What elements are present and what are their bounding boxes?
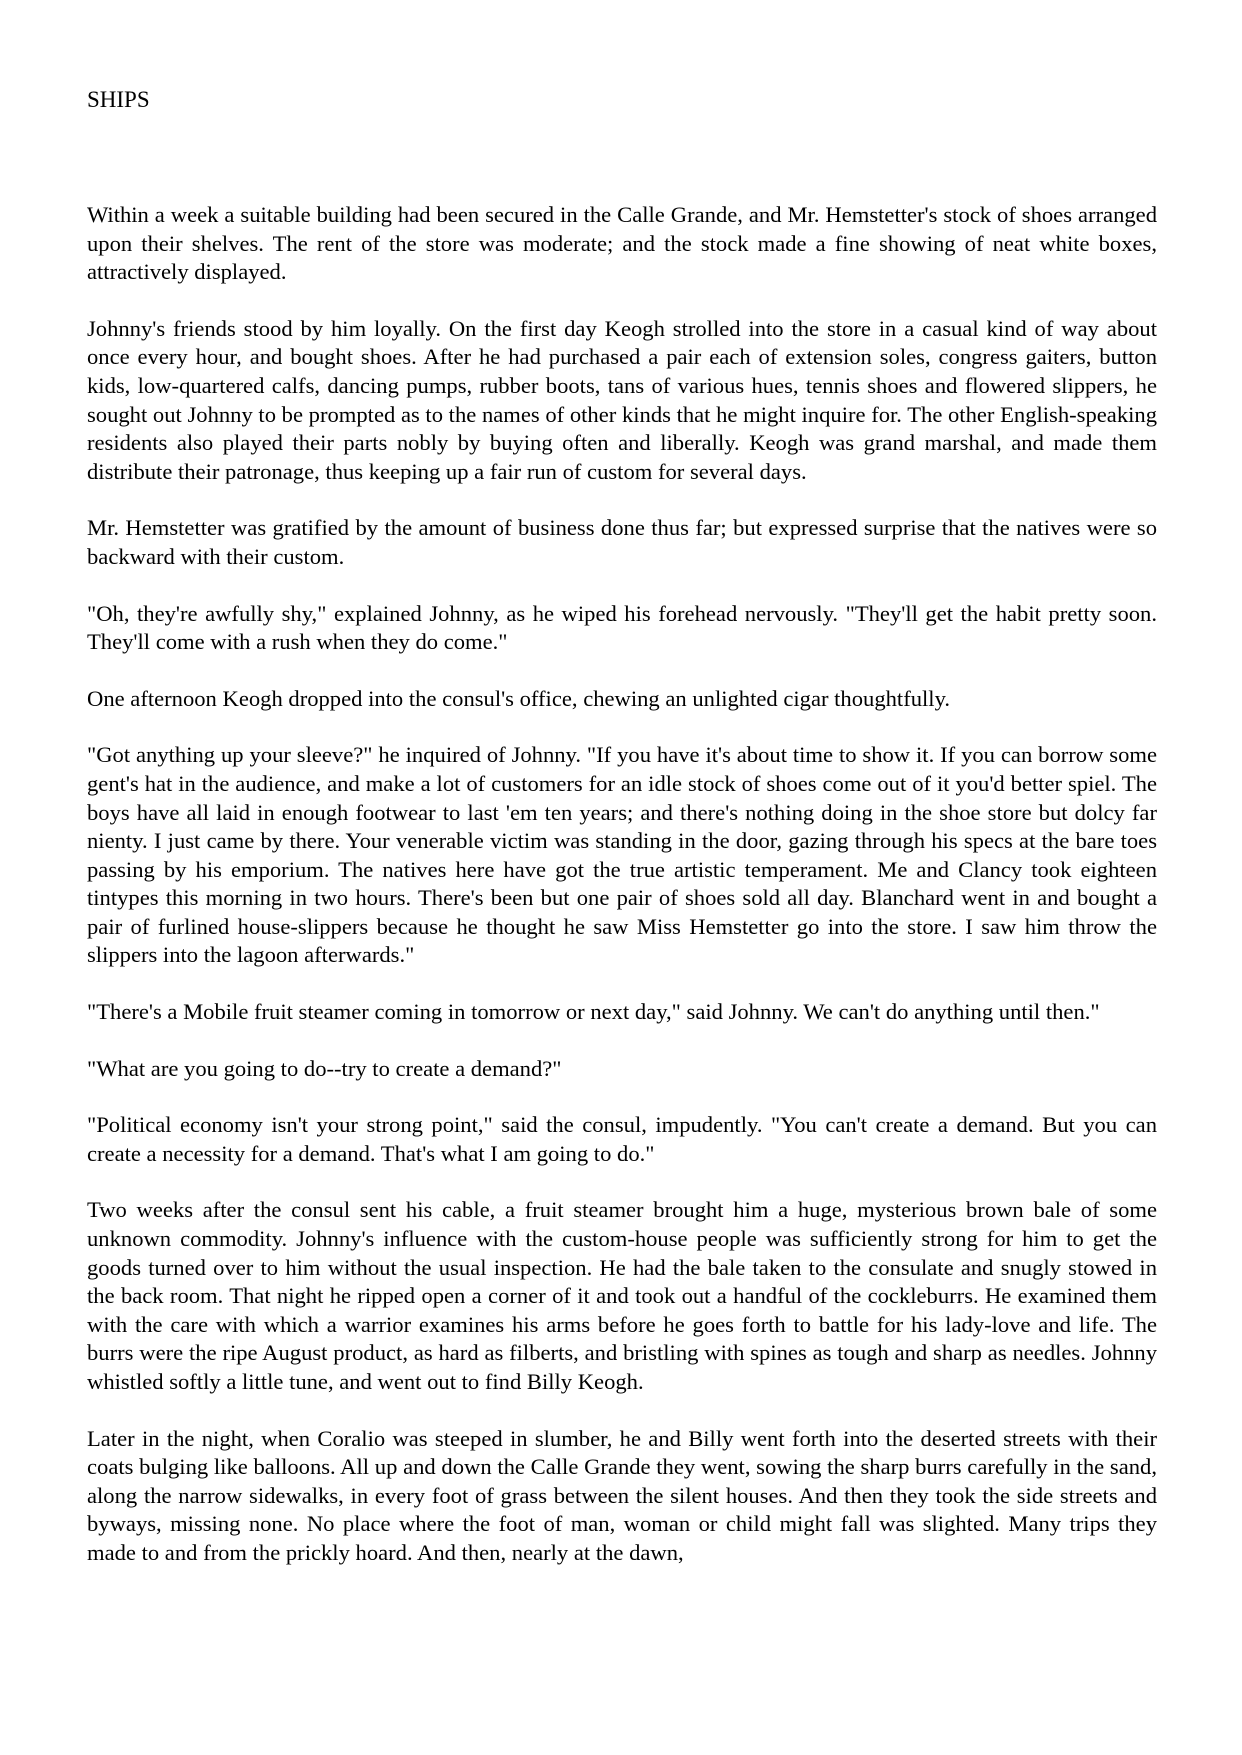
paragraph: One afternoon Keogh dropped into the consul's office, chewing an unlighted cigar thoughtfully. (87, 685, 951, 711)
paragraph: "There's a Mobile fruit steamer coming in tomorrow or next day," said Johnny. We can't do anything until then." (87, 999, 1100, 1025)
paragraph: Two weeks after the consul sent his cable, a fruit steamer brought him a huge, mysterious brown bale of some unknown commodity. Johnny's influence with the custom-house people was sufficiently strong for him to get the goods turned over to him without the usual inspection. He had the bale taken to the consulate and snugly stowed in the back room. That night he ripped open a corner of it and took out a handful of the cockleburrs. He examined them with the care with which a warrior examines his arms before he goes forth to battle for his lady-love and life. The burrs were the ripe August product, as hard as filberts, and bristling with spines as tough and sharp as needles. Johnny whistled softly a little tune, and went out to find Billy Keogh. (87, 1197, 1157, 1394)
paragraph: "Political economy isn't your strong point," said the consul, impudently. "You can't create a demand. But you can create a necessity for a demand. That's what I am going to do." (87, 1112, 1157, 1166)
paragraph: Within a week a suitable building had been secured in the Calle Grande, and Mr. Hemstetter's stock of shoes arranged upon their shelves. The rent of the store was moderate; and the stock made a fine showing of neat white boxes, attractively displayed. (87, 202, 1157, 285)
paragraph: Johnny's friends stood by him loyally. On the first day Keogh strolled into the store in a casual kind of way about once every hour, and bought shoes. After he had purchased a pair each of extension soles, congress gaiters, button kids, low-quartered calfs, dancing pumps, rubber boots, tans of various hues, tennis shoes and flowered slippers, he sought out Johnny to be prompted as to the names of other kinds that he might inquire for. The other English-speaking residents also played their parts nobly by buying often and liberally. Keogh was grand marshal, and made them distribute their patronage, thus keeping up a fair run of custom for several days. (87, 315, 1157, 484)
paragraph: Mr. Hemstetter was gratified by the amount of business done thus far; but expressed surprise that the natives were so backward with their custom. (87, 515, 1157, 569)
running-head-title: SHIPS (87, 87, 150, 112)
paragraph: "Oh, they're awfully shy," explained Johnny, as he wiped his forehead nervously. "They'll get the habit pretty soon. They'll come with a rush when they do come." (87, 600, 1157, 655)
body-text (87, 201, 1157, 1596)
paragraph: "What are you going to do--try to create a demand?" (87, 1055, 562, 1081)
paragraph: "Got anything up your sleeve?" he inquired of Johnny. "If you have it's about time to show it. If you can borrow some gent's hat in the audience, and make a lot of customers for an idle stock of shoes come out of it you'd better spiel. The boys have all laid in enough footwear to last 'em ten years; and there's nothing doing in the shoe store but dolcy far nienty. I just came by there. Your venerable victim was standing in the door, gazing through his specs at the bare toes passing by his emporium. The natives here have got the true artistic temperament. Me and Clancy took eighteen tintypes this morning in two hours. There's been but one pair of shoes sold all day. Blanchard went in and bought a pair of furlined house-slippers because he thought he saw Miss Hemstetter go into the store. I saw him throw the slippers into the lagoon afterwards." (87, 742, 1157, 968)
paragraph: Later in the night, when Coralio was steeped in slumber, he and Billy went forth into the deserted streets with their coats bulging like balloons. All up and down the Calle Grande they went, sowing the sharp burrs carefully in the sand, along the narrow sidewalks, in every foot of grass between the silent houses. And then they took the side streets and byways, missing none. No place where the foot of man, woman or child might fall was slighted. Many trips they made to and from the prickly hoard. And then, nearly at the dawn, (87, 1425, 1157, 1565)
